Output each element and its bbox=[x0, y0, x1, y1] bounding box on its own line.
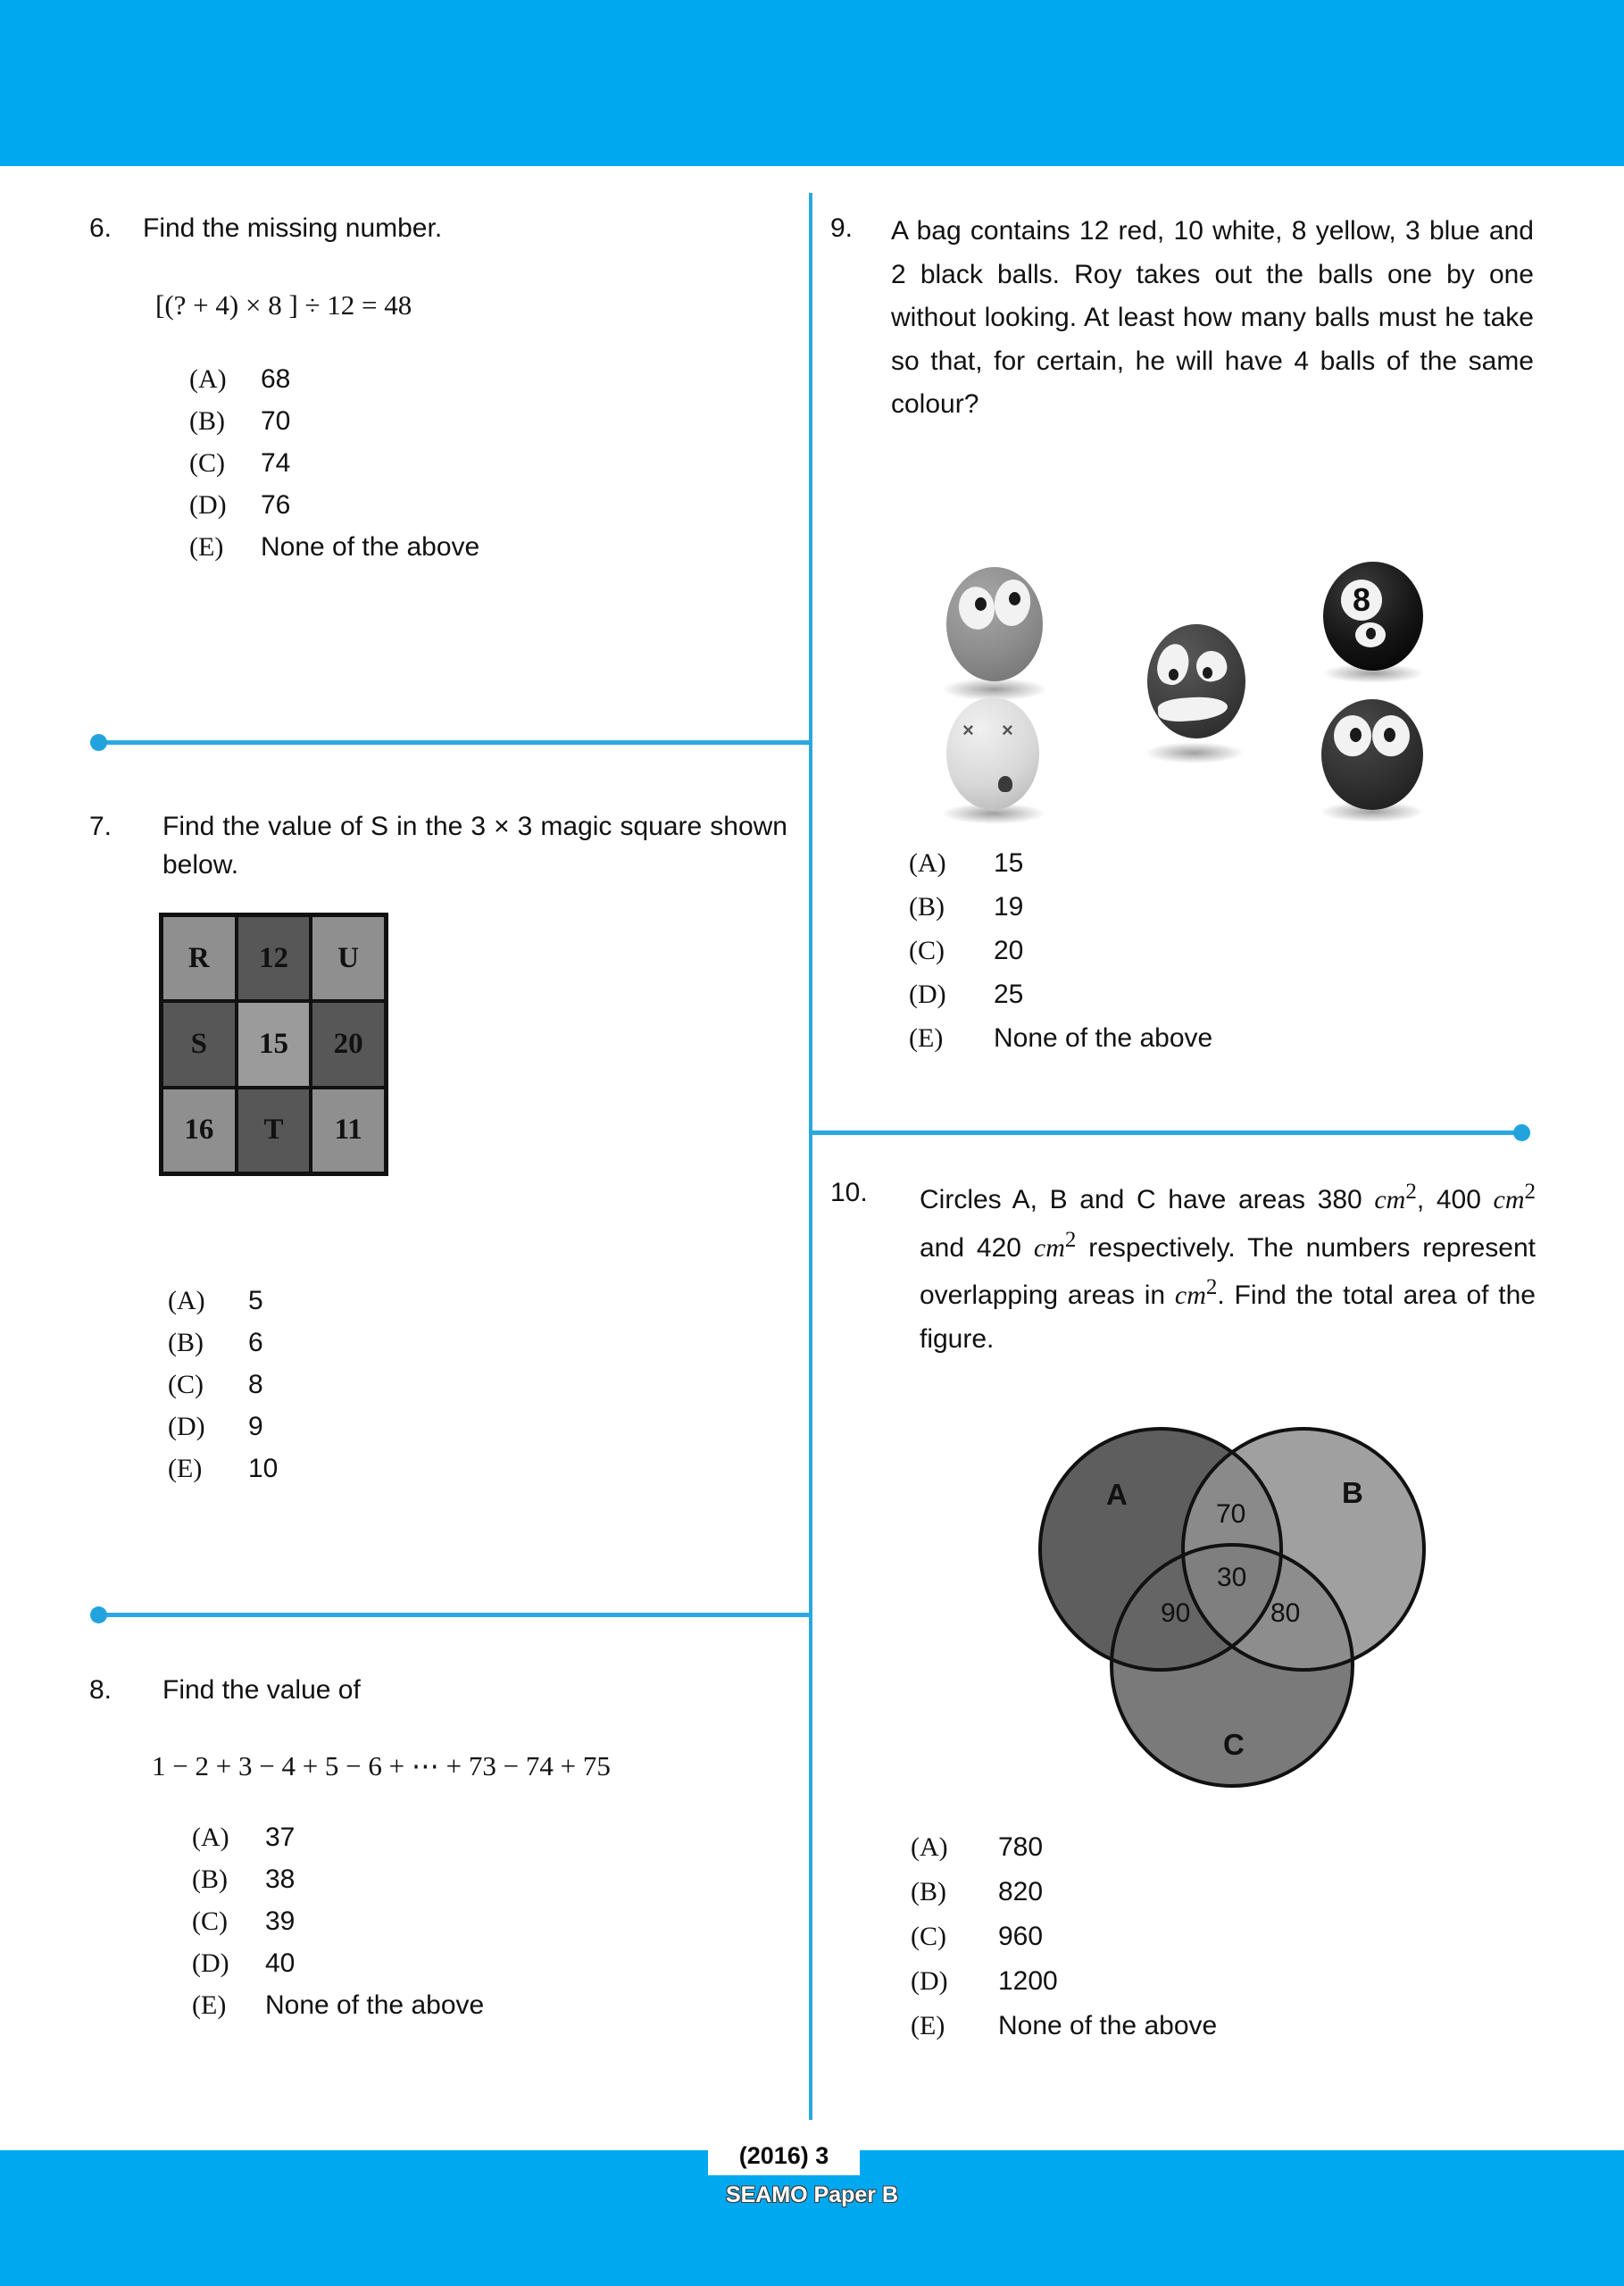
option-row[interactable] bbox=[189, 406, 795, 437]
option-key: (D) bbox=[909, 980, 946, 1009]
question-6 bbox=[89, 210, 795, 563]
ball-dark-angry bbox=[1147, 624, 1245, 738]
option-value: 1200 bbox=[998, 1966, 1058, 1996]
magic-square-cell: T bbox=[238, 1089, 310, 1172]
divider-dot-icon bbox=[1513, 1124, 1530, 1141]
magic-square-cell: S bbox=[163, 1003, 235, 1085]
divider-dot-icon bbox=[90, 1606, 107, 1623]
question-8-formula: 1 − 2 + 3 − 4 + 5 − 6 + ⋯ + 73 − 74 + 75 bbox=[152, 1749, 611, 1781]
option-key: (B) bbox=[911, 1877, 946, 1906]
eye bbox=[1153, 641, 1193, 688]
question-9-text: A bag contains 12 red, 10 white, 8 yellow, 3 blue and 2 black balls. Roy takes out the balls one by one without looking. At least how many balls must he take so that, for certain, he will have 4 balls of the same colour? bbox=[891, 216, 1534, 420]
option-key: (A) bbox=[189, 363, 227, 394]
cartoon-balls-illustration bbox=[902, 549, 1455, 835]
option-key: (B) bbox=[168, 1328, 204, 1357]
option-key: (E) bbox=[168, 1454, 203, 1483]
question-10-options bbox=[911, 1832, 1217, 2041]
option-key: (A) bbox=[909, 848, 946, 878]
option-value: 10 bbox=[248, 1454, 279, 1483]
pupil bbox=[1203, 667, 1212, 679]
option-row[interactable] bbox=[911, 1877, 1217, 1907]
option-key: (B) bbox=[909, 892, 945, 922]
question-9 bbox=[830, 210, 1536, 427]
option-key: (C) bbox=[911, 1922, 946, 1951]
option-value: 780 bbox=[998, 1832, 1044, 1862]
footer-page-box bbox=[708, 2136, 860, 2175]
option-row[interactable] bbox=[168, 1412, 278, 1442]
option-value: 15 bbox=[994, 848, 1024, 878]
question-8-number: 8. bbox=[89, 1675, 112, 1705]
option-value: None of the above bbox=[994, 1023, 1213, 1053]
option-value: 25 bbox=[994, 980, 1024, 1009]
question-6-options bbox=[189, 364, 795, 563]
pupil bbox=[1350, 728, 1362, 742]
question-8 bbox=[89, 1672, 795, 2021]
ball-grey-big-eyes bbox=[946, 567, 1043, 681]
option-key: (E) bbox=[189, 531, 224, 562]
question-9-options bbox=[909, 848, 1212, 1054]
option-row[interactable] bbox=[192, 1865, 795, 1895]
option-key: (A) bbox=[192, 1822, 229, 1852]
eight-number: 8 bbox=[1352, 581, 1371, 618]
question-6-number: 6. bbox=[89, 213, 112, 243]
question-7-text: Find the value of S in the 3 × 3 magic square shown below. bbox=[162, 812, 787, 880]
question-7-options bbox=[168, 1286, 278, 1484]
option-value: 19 bbox=[994, 892, 1024, 922]
option-row[interactable] bbox=[192, 1990, 795, 2021]
question-7-heading bbox=[89, 808, 795, 884]
pupil bbox=[1009, 592, 1020, 605]
question-7-number: 7. bbox=[89, 812, 112, 841]
venn-label-a: A bbox=[1106, 1478, 1128, 1511]
option-value: 70 bbox=[261, 405, 291, 436]
question-8-text: Find the value of bbox=[162, 1675, 361, 1705]
option-value: 37 bbox=[265, 1822, 296, 1852]
venn-overlap-ab: 70 bbox=[1216, 1499, 1246, 1529]
option-key: (A) bbox=[911, 1832, 948, 1862]
magic-square-grid bbox=[159, 913, 388, 1176]
magic-square-cell: 16 bbox=[163, 1089, 235, 1172]
pupil bbox=[1169, 669, 1178, 680]
divider-after-question-6 bbox=[94, 740, 812, 745]
option-row[interactable] bbox=[911, 1966, 1217, 1997]
option-row[interactable] bbox=[192, 1906, 795, 1937]
ball-white-x-eyes bbox=[946, 697, 1039, 810]
option-key: (A) bbox=[168, 1286, 205, 1315]
option-row[interactable] bbox=[168, 1286, 278, 1316]
option-value: 38 bbox=[265, 1864, 296, 1894]
option-key: (C) bbox=[189, 447, 225, 478]
pupil bbox=[1366, 628, 1376, 639]
option-row[interactable] bbox=[909, 892, 1212, 922]
option-key: (D) bbox=[911, 1966, 948, 1996]
header-bar bbox=[0, 0, 1624, 166]
question-10-heading bbox=[830, 1174, 1536, 1361]
option-row[interactable] bbox=[168, 1454, 278, 1484]
magic-square-cell: 15 bbox=[238, 1003, 310, 1085]
ball-black-eight bbox=[1323, 562, 1423, 671]
option-row[interactable] bbox=[189, 532, 795, 563]
option-key: (C) bbox=[192, 1906, 228, 1936]
magic-square-cell: R bbox=[163, 917, 235, 999]
question-9-heading bbox=[830, 210, 1536, 427]
venn-overlap-abc: 30 bbox=[1217, 1563, 1247, 1592]
option-row[interactable] bbox=[911, 1922, 1217, 1952]
option-value: 20 bbox=[994, 936, 1024, 965]
x-eye-icon: × bbox=[1002, 719, 1013, 741]
question-10-text: Circles A, B and C have areas 380 $cm^2$, 400 $cm^2$ and 420 $cm^2$ respectively. The numbers represent overlapping areas in $cm^2$. Find the total area of the figure. bbox=[920, 1180, 1536, 1354]
venn-label-c: C bbox=[1223, 1728, 1245, 1761]
magic-square-cell: 11 bbox=[312, 1089, 384, 1172]
option-value: None of the above bbox=[998, 2011, 1218, 2040]
option-value: 820 bbox=[998, 1877, 1044, 1906]
mouth-dot bbox=[998, 776, 1012, 792]
option-row[interactable] bbox=[911, 1832, 1217, 1863]
option-value: 8 bbox=[248, 1370, 263, 1399]
option-row[interactable] bbox=[909, 936, 1212, 966]
footer-page-label: (2016) 3 bbox=[738, 2141, 829, 2169]
option-value: None of the above bbox=[261, 531, 480, 562]
divider-dot-icon bbox=[90, 734, 107, 751]
option-key: (D) bbox=[189, 489, 227, 520]
option-row[interactable] bbox=[192, 1823, 795, 1853]
option-row[interactable] bbox=[909, 1023, 1212, 1054]
venn-overlap-ac: 90 bbox=[1161, 1598, 1191, 1628]
option-row[interactable] bbox=[168, 1328, 278, 1358]
magic-square-cell: U bbox=[312, 917, 384, 999]
option-row[interactable] bbox=[168, 1370, 278, 1400]
option-key: (E) bbox=[909, 1023, 944, 1053]
option-key: (C) bbox=[909, 936, 945, 965]
option-row[interactable] bbox=[192, 1948, 795, 1979]
option-key: (C) bbox=[168, 1370, 204, 1399]
eye bbox=[1193, 647, 1230, 685]
option-key: (B) bbox=[192, 1864, 228, 1894]
question-9-number: 9. bbox=[830, 213, 854, 243]
question-6-heading bbox=[89, 210, 795, 248]
footer-paper-label: SEAMO Paper B bbox=[725, 2182, 899, 2207]
magic-square-cell: 12 bbox=[238, 917, 310, 999]
venn-label-b: B bbox=[1342, 1476, 1363, 1509]
option-value: 74 bbox=[261, 447, 291, 478]
ball-dark-surprised bbox=[1321, 699, 1423, 810]
option-value: 76 bbox=[261, 489, 291, 520]
option-value: 6 bbox=[248, 1328, 263, 1357]
pupil bbox=[1384, 728, 1395, 742]
option-row[interactable] bbox=[911, 2011, 1217, 2041]
option-row[interactable] bbox=[909, 980, 1212, 1010]
question-10 bbox=[830, 1174, 1536, 1361]
divider-after-question-9 bbox=[811, 1130, 1527, 1135]
divider-after-question-7 bbox=[94, 1613, 812, 1617]
pupil bbox=[975, 597, 987, 611]
column-divider bbox=[809, 193, 812, 2120]
option-key: (E) bbox=[911, 2011, 945, 2040]
option-row[interactable] bbox=[189, 364, 795, 395]
option-value: 40 bbox=[265, 1948, 296, 1978]
option-key: (D) bbox=[192, 1948, 229, 1978]
option-key: (D) bbox=[168, 1412, 205, 1441]
question-6-text: Find the missing number. bbox=[143, 213, 443, 243]
question-7 bbox=[89, 808, 795, 884]
x-eye-icon: × bbox=[962, 719, 974, 741]
question-10-number: 10. bbox=[830, 1178, 868, 1207]
option-key: (E) bbox=[192, 1990, 227, 2020]
venn-diagram bbox=[1013, 1406, 1451, 1817]
option-row[interactable] bbox=[909, 848, 1212, 879]
option-row[interactable] bbox=[189, 448, 795, 479]
option-row[interactable] bbox=[189, 490, 795, 521]
ball-shadow bbox=[1145, 742, 1245, 763]
question-6-formula: [(? + 4) × 8 ] ÷ 12 = 48 bbox=[155, 288, 412, 321]
option-value: 960 bbox=[998, 1922, 1044, 1951]
option-value: 39 bbox=[265, 1906, 296, 1936]
venn-overlap-bc: 80 bbox=[1270, 1598, 1301, 1628]
question-8-heading bbox=[89, 1672, 795, 1710]
magic-square-cell: 20 bbox=[312, 1003, 384, 1085]
option-value: 68 bbox=[261, 363, 291, 394]
option-value: 5 bbox=[248, 1286, 263, 1315]
option-key: (B) bbox=[189, 405, 225, 436]
option-value: None of the above bbox=[265, 1990, 485, 2020]
question-8-options bbox=[192, 1823, 795, 2021]
mouth bbox=[1157, 695, 1228, 722]
option-value: 9 bbox=[248, 1412, 263, 1441]
